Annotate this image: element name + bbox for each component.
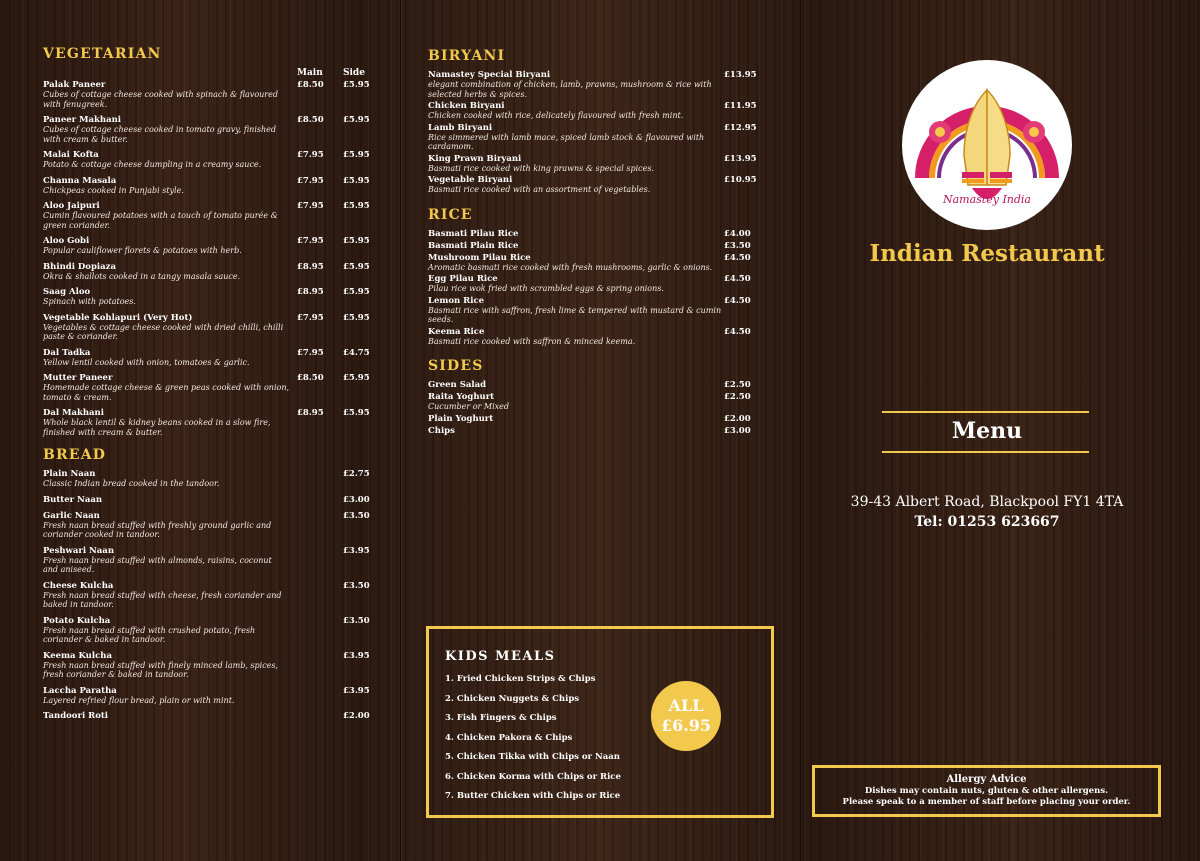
menu-item-description: Whole black lentil & kidney beans cooked in a slow fire, finished with cream & butter.	[43, 418, 271, 437]
menu-item	[428, 426, 758, 436]
menu-item	[428, 154, 758, 174]
rice-list	[428, 229, 758, 347]
menu-item-name: Lemon Rice	[428, 295, 485, 306]
menu-item-name: Chips	[428, 425, 455, 436]
menu-item-name: Basmati Pilau Rice	[428, 228, 519, 239]
menu-item	[428, 253, 758, 273]
menu-item-name: Keema Rice	[428, 326, 485, 337]
item-price: £13.95	[724, 153, 757, 164]
menu-item-name: Mutter Paneer	[43, 373, 113, 383]
kids-meal-item: 4. Chicken Pakora & Chips	[445, 732, 573, 743]
side-price: £5.95	[343, 408, 370, 418]
main-price: £7.95	[297, 175, 324, 186]
sides-list	[428, 380, 758, 436]
side-price: £5.95	[343, 373, 370, 383]
menu-item-name: Raita Yoghurt	[428, 392, 495, 402]
telephone: Tel: 01253 623667	[914, 514, 1060, 530]
menu-item-name: Butter Naan	[43, 494, 103, 505]
biryani-heading: BIRYANI	[428, 48, 506, 64]
main-price: £7.95	[297, 201, 324, 211]
menu-item-description: Basmati rice cooked with saffron & minced keema.	[428, 336, 636, 346]
menu-item	[428, 414, 758, 424]
logo-graphic	[902, 60, 1072, 230]
menu-item	[43, 80, 373, 109]
menu-item-text	[43, 711, 297, 721]
item-price: £4.00	[724, 228, 751, 239]
side-price: £5.95	[343, 236, 370, 246]
item-price: £10.95	[724, 175, 757, 185]
menu-item-description: Chickpeas cooked in Punjabi style.	[43, 185, 184, 195]
menu-item-name: Dal Makhani	[43, 408, 104, 418]
menu-item	[43, 262, 373, 282]
side-price: £5.95	[343, 175, 370, 186]
menu-item-name: Channa Masala	[43, 175, 117, 186]
badge-all-label: ALL	[668, 696, 704, 715]
item-price: £3.95	[343, 685, 370, 696]
menu-item	[43, 348, 373, 368]
main-price: £7.95	[297, 150, 324, 160]
menu-item	[43, 616, 373, 645]
menu-item	[43, 287, 373, 307]
sides-heading: SIDES	[428, 358, 484, 374]
menu-item-description: elegant combination of chicken, lamb, prawns, mushroom & rice with selected herbs & spices.	[428, 80, 712, 99]
menu-item-text	[428, 101, 724, 121]
menu-item-name: Mushroom Pilau Rice	[428, 252, 531, 263]
menu-item-text	[428, 253, 724, 273]
menu-item	[428, 101, 758, 121]
menu-item-description: Pilau rice wok fried with scrambled eggs & spring onions.	[428, 284, 664, 293]
menu-item-name: Basmati Plain Rice	[428, 240, 519, 251]
menu-rule-bottom	[882, 451, 1089, 453]
menu-item-text	[43, 686, 297, 706]
allergy-line-2: Please speak to a member of staff before placing your order.	[842, 796, 1131, 807]
menu-item-name: Plain Naan	[43, 469, 96, 479]
menu-item-text	[428, 327, 724, 347]
main-price: £8.50	[297, 115, 324, 125]
item-price: £2.00	[343, 711, 370, 721]
middle-panel	[428, 0, 758, 438]
item-price: £3.50	[724, 240, 751, 251]
menu-item-description: Aromatic basmati rice cooked with fresh mushrooms, garlic & onions.	[428, 262, 713, 272]
menu-item	[43, 201, 373, 230]
menu-item-description: Cumin flavoured potatoes with a touch of tomato purée & green coriander.	[43, 211, 278, 230]
side-price: £5.95	[343, 201, 370, 211]
menu-item	[428, 229, 758, 239]
side-price: £5.95	[343, 287, 370, 297]
menu-item-text	[43, 80, 297, 109]
menu-item	[43, 711, 373, 721]
vegetarian-list	[43, 80, 373, 437]
item-price: £4.50	[724, 274, 751, 284]
menu-item-text	[428, 123, 724, 152]
menu-item	[43, 546, 373, 575]
main-price: £7.95	[297, 236, 324, 246]
menu-item	[428, 296, 758, 325]
menu-item-description: Potato & cottage cheese dumpling in a creamy sauce.	[43, 160, 262, 169]
menu-item-text	[43, 201, 297, 230]
bread-heading: BREAD	[43, 447, 107, 463]
side-column-label: Side	[343, 68, 365, 78]
all-price-badge	[651, 681, 721, 751]
menu-item-text	[43, 546, 297, 575]
menu-item-text	[43, 348, 297, 368]
menu-item-description: Vegetables & cottage cheese cooked with dried chilli, chilli paste & coriander.	[43, 322, 284, 341]
menu-item	[43, 313, 373, 342]
menu-item-text	[428, 154, 724, 174]
menu-item	[43, 373, 373, 402]
menu-item-description: Basmati rice cooked with an assortment of vegetables.	[428, 185, 651, 194]
menu-item-description: Classic Indian bread cooked in the tandoor.	[43, 479, 220, 488]
menu-item-text	[43, 115, 297, 144]
menu-rule-top	[882, 411, 1089, 413]
menu-item-description: Cubes of cottage cheese cooked with spinach & flavoured with fenugreek.	[43, 90, 278, 109]
item-price: £2.50	[724, 392, 751, 402]
menu-item	[43, 581, 373, 610]
praying-hands-icon	[962, 90, 1012, 185]
side-price: £4.75	[343, 347, 370, 358]
menu-item-text	[428, 380, 724, 390]
item-price: £3.50	[343, 580, 370, 591]
menu-item	[428, 241, 758, 251]
menu-item-name: Vegetable Biryani	[428, 175, 513, 185]
menu-item	[428, 70, 758, 99]
menu-item-description: Okra & shallots cooked in a tangy masala sauce.	[43, 271, 241, 281]
side-price: £5.95	[343, 312, 370, 323]
kids-meal-item: 1. Fried Chicken Strips & Chips	[445, 674, 596, 684]
menu-item-name: Aloo Jaipuri	[43, 201, 100, 211]
side-price: £5.95	[343, 150, 370, 160]
menu-item-name: Malai Kofta	[43, 150, 99, 160]
item-price: £3.00	[724, 425, 751, 436]
menu-item-text	[428, 70, 724, 99]
kids-meal-item: 3. Fish Fingers & Chips	[445, 713, 557, 723]
menu-item-description: Chicken cooked with rice, delicately flavoured with fresh mint.	[428, 111, 684, 120]
kids-meals-box	[426, 626, 774, 818]
side-price: £5.95	[343, 80, 370, 90]
menu-item-text	[428, 426, 724, 436]
main-price: £7.95	[297, 347, 324, 358]
menu-item-description: Rice simmered with lamb mace, spiced lamb stock & flavoured with cardamom.	[428, 132, 705, 151]
menu-item-description: Homemade cottage cheese & green peas cooked with onion, tomato & cream.	[43, 383, 290, 402]
kids-meals-list	[445, 674, 621, 811]
menu-item-text	[43, 616, 297, 645]
main-price: £7.95	[297, 312, 324, 323]
item-price: £13.95	[724, 70, 757, 80]
allergy-advice-box	[812, 765, 1161, 817]
fold-line-2	[800, 0, 801, 861]
menu-item-text	[43, 176, 297, 196]
menu-item	[428, 380, 758, 390]
main-price: £8.95	[297, 261, 324, 272]
menu-item	[43, 236, 373, 256]
menu-item	[43, 469, 373, 489]
item-price: £3.95	[343, 650, 370, 661]
menu-item	[43, 495, 373, 505]
left-panel	[43, 0, 373, 727]
menu-item-description: Layered refried flour bread, plain or with mint.	[43, 695, 235, 705]
menu-item-description: Yellow lentil cooked with onion, tomatoes & garlic.	[43, 357, 250, 367]
menu-item-text	[428, 414, 724, 424]
kids-meals-heading: KIDS MEALS	[445, 649, 556, 664]
menu-item	[43, 408, 373, 437]
menu-item-description: Popular cauliflower florets & potatoes with herb.	[43, 246, 242, 255]
menu-title: Menu	[951, 418, 1023, 444]
menu-item-name: King Prawn Biryani	[428, 153, 522, 164]
side-price: £5.95	[343, 261, 370, 272]
menu-item-description: Basmati rice with saffron, fresh lime & tempered with mustard & cumin seeds.	[428, 305, 722, 324]
menu-item-name: Cheese Kulcha	[43, 580, 114, 591]
kids-meal-item: 7. Butter Chicken with Chips or Rice	[445, 791, 621, 801]
main-price: £8.95	[297, 408, 324, 418]
menu-item-name: Green Salad	[428, 380, 487, 390]
restaurant-subtitle: Indian Restaurant	[869, 240, 1105, 267]
menu-item-description: Fresh naan bread stuffed with freshly ground garlic and coriander cooked in tandoor.	[43, 520, 272, 539]
menu-item	[43, 651, 373, 680]
menu-item-text	[428, 229, 724, 239]
side-price: £5.95	[343, 115, 370, 125]
fold-line-1	[400, 0, 401, 861]
menu-item-description: Fresh naan bread stuffed with crushed potato, fresh coriander & baked in tandoor.	[43, 625, 256, 644]
menu-item-description: Cubes of cottage cheese cooked in tomato gravy, finished with cream & butter.	[43, 125, 276, 144]
menu-item-text	[43, 150, 297, 170]
item-price: £2.00	[724, 413, 751, 424]
menu-item-name: Namastey Special Biryani	[428, 70, 551, 80]
kids-meal-item: 5. Chicken Tikka with Chips or Naan	[445, 752, 620, 762]
menu-item-text	[43, 313, 297, 342]
menu-item-text	[43, 581, 297, 610]
kids-meal-item: 6. Chicken Korma with Chips or Rice	[445, 771, 621, 782]
menu-item-text	[43, 287, 297, 307]
menu-item-description: Fresh naan bread stuffed with cheese, fresh coriander and baked in tandoor.	[43, 590, 282, 609]
menu-item-name: Keema Kulcha	[43, 650, 112, 661]
main-column-label: Main	[297, 68, 323, 78]
menu-item-text	[43, 236, 297, 256]
item-price: £3.50	[343, 615, 370, 626]
menu-item	[428, 123, 758, 152]
item-price: £2.75	[343, 469, 370, 479]
menu-item-name: Plain Yoghurt	[428, 413, 494, 424]
menu-item-name: Lamb Biryani	[428, 122, 493, 133]
item-price: £3.95	[343, 545, 370, 556]
menu-item	[428, 327, 758, 347]
item-price: £11.95	[724, 101, 757, 111]
menu-item-text	[428, 241, 724, 251]
menu-item-text	[428, 296, 724, 325]
vegetarian-heading: VEGETARIAN	[43, 46, 162, 62]
menu-item-text	[43, 469, 297, 489]
menu-item	[43, 511, 373, 540]
main-price: £8.50	[297, 373, 324, 383]
item-price: £12.95	[724, 122, 757, 133]
menu-item-name: Chicken Biryani	[428, 101, 505, 111]
logo-wordmark: Namastey India	[942, 193, 1032, 206]
allergy-line-1: Dishes may contain nuts, gluten & other allergens.	[864, 786, 1109, 796]
menu-item-name: Peshwari Naan	[43, 545, 114, 556]
menu-item-name: Garlic Naan	[43, 510, 100, 521]
menu-item-name: Palak Paneer	[43, 80, 106, 90]
menu-item	[43, 115, 373, 144]
menu-item	[43, 176, 373, 196]
menu-item-name: Paneer Makhani	[43, 115, 122, 125]
namastey-india-logo	[902, 60, 1072, 230]
menu-item-description: Cucumber or Mixed	[428, 402, 510, 411]
bread-list	[43, 469, 373, 721]
main-price: £8.50	[297, 80, 324, 90]
rice-heading: RICE	[428, 206, 473, 223]
menu-item-text	[43, 651, 297, 680]
menu-item	[43, 686, 373, 706]
menu-item	[43, 150, 373, 170]
biryani-list	[428, 70, 758, 195]
menu-item-name: Aloo Gobi	[43, 236, 90, 246]
item-price: £4.50	[724, 295, 751, 306]
menu-item-text	[43, 408, 297, 437]
menu-item-text	[428, 175, 724, 195]
item-price: £3.50	[343, 510, 370, 521]
menu-item-description: Spinach with potatoes.	[43, 297, 136, 306]
menu-item	[428, 175, 758, 195]
item-price: £2.50	[724, 380, 751, 390]
menu-item-description: Fresh naan bread stuffed with finely minced lamb, spices, fresh coriander & baked in tandoor.	[43, 660, 279, 679]
main-price: £8.95	[297, 287, 324, 297]
menu-item-name: Vegetable Kohlapuri (Very Hot)	[43, 312, 193, 323]
menu-item-text	[428, 392, 724, 412]
menu-item-name: Laccha Paratha	[43, 685, 117, 696]
menu-item-text	[43, 373, 297, 402]
menu-item	[428, 392, 758, 412]
menu-item-name: Saag Aloo	[43, 287, 91, 297]
menu-item-text	[43, 495, 297, 505]
kids-meal-item: 2. Chicken Nuggets & Chips	[445, 693, 580, 704]
menu-item-text	[428, 274, 724, 294]
menu-item-name: Egg Pilau Rice	[428, 274, 498, 284]
item-price: £3.00	[343, 494, 370, 505]
allergy-title: Allergy Advice	[946, 774, 1027, 785]
menu-item-name: Tandoori Roti	[43, 711, 109, 721]
menu-item	[428, 274, 758, 294]
menu-item-text	[43, 262, 297, 282]
item-price: £4.50	[724, 326, 751, 337]
menu-item-description: Fresh naan bread stuffed with almonds, raisins, coconut and aniseed.	[43, 555, 272, 574]
price-columns-header	[43, 68, 373, 78]
address: 39-43 Albert Road, Blackpool FY1 4TA	[850, 494, 1124, 510]
item-price: £4.50	[724, 252, 751, 263]
menu-item-text	[43, 511, 297, 540]
menu-item-description: Basmati rice cooked with king prawns & special spices.	[428, 163, 655, 173]
badge-price: £6.95	[660, 716, 712, 735]
menu-item-name: Potato Kulcha	[43, 615, 111, 626]
menu-item-name: Dal Tadka	[43, 347, 91, 358]
menu-item-name: Bhindi Dopiaza	[43, 261, 116, 272]
